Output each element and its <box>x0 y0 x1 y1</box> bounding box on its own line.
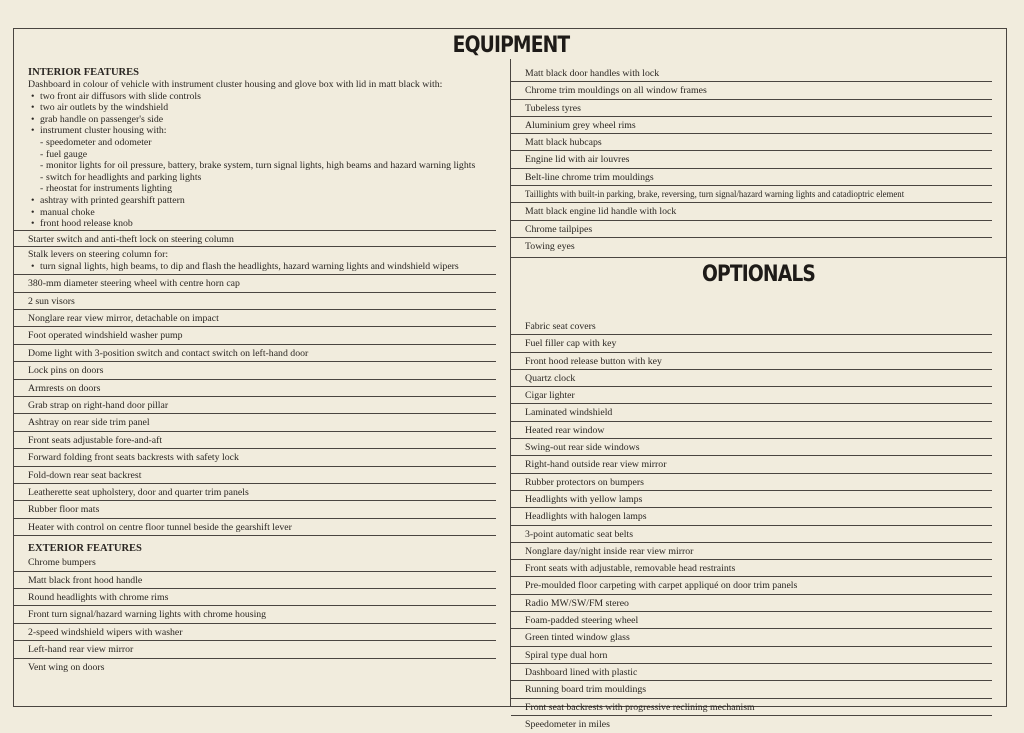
table-row: Matt black front hood handle <box>14 572 496 589</box>
dashboard-block <box>14 79 510 230</box>
table-row: Fabric seat covers <box>511 318 992 335</box>
table-row: Front hood release button with key <box>511 353 992 370</box>
table-row: Belt-line chrome trim mouldings <box>511 169 992 186</box>
exterior-heading: EXTERIOR FEATURES <box>28 543 142 555</box>
table-row: Swing-out rear side windows <box>511 439 992 456</box>
stalk-intro: Stalk levers on steering column for: <box>28 249 169 261</box>
table-row: Nonglare rear view mirror, detachable on impact <box>14 310 496 327</box>
interior-heading: INTERIOR FEATURES <box>28 67 139 78</box>
table-row: Foot operated windshield washer pump <box>14 327 496 344</box>
table-row: Rubber floor mats <box>14 501 496 518</box>
table-row: Dashboard lined with plastic <box>511 664 992 681</box>
table-row: Laminated windshield <box>511 404 992 421</box>
table-row: Running board trim mouldings <box>511 681 992 698</box>
starter-row: Starter switch and anti-theft lock on steering column <box>14 230 496 247</box>
table-row: Tubeless tyres <box>511 100 992 117</box>
list-item: - monitor lights for oil pressure, battery, brake system, turn signal lights, high beams and hazard warning lights <box>28 160 510 172</box>
optionals-list <box>511 292 1006 730</box>
table-row: Leatherette seat upholstery, door and quarter trim panels <box>14 484 496 501</box>
left-column <box>14 59 510 706</box>
table-row: Matt black engine lid handle with lock <box>511 203 992 220</box>
table-row: Armrests on doors <box>14 380 496 397</box>
table-row: Left-hand rear view mirror <box>14 641 496 658</box>
table-row: Chrome bumpers <box>14 554 496 571</box>
table-row-text: Taillights with built-in parking, brake, reversing, turn signal/hazard warning lights and catadioptric element <box>525 189 905 201</box>
table-row: Matt black hubcaps <box>511 134 992 151</box>
table-row: Pre-moulded floor carpeting with carpet appliqué on door trim panels <box>511 577 992 594</box>
table-row: Quartz clock <box>511 370 992 387</box>
table-row: Speedometer in miles <box>525 718 610 730</box>
list-item: • grab handle on passenger's side <box>28 114 510 126</box>
table-row: Headlights with halogen lamps <box>511 508 992 525</box>
table-row: Lock pins on doors <box>14 362 496 379</box>
table-row: Chrome tailpipes <box>511 221 992 238</box>
table-row: 2-speed windshield wipers with washer <box>14 624 496 641</box>
table-row: Headlights with yellow lamps <box>511 491 992 508</box>
table-row: Front seat backrests with progressive reclining mechanism <box>511 699 992 716</box>
equipment-title: EQUIPMENT <box>452 33 570 58</box>
table-row: Spiral type dual horn <box>511 647 992 664</box>
table-row: Cigar lighter <box>511 387 992 404</box>
list-item: - speedometer and odometer <box>28 137 510 149</box>
exterior-right-column <box>511 59 1006 257</box>
table-row: Nonglare day/night inside rear view mirror <box>511 543 992 560</box>
optionals-title: OPTIONALS <box>701 262 816 287</box>
table-row: Right-hand outside rear view mirror <box>511 456 992 473</box>
table-row: Round headlights with chrome rims <box>14 589 496 606</box>
dashboard-list <box>28 91 510 230</box>
table-row: Towing eyes <box>525 240 575 252</box>
table-row: 3-point automatic seat belts <box>511 526 992 543</box>
list-item: • ashtray with printed gearshift pattern <box>28 195 510 207</box>
list-item: • manual choke <box>28 207 510 219</box>
table-row: Vent wing on doors <box>28 661 105 673</box>
list-item: • front hood release knob <box>28 218 510 230</box>
table-row: Matt black door handles with lock <box>511 65 992 82</box>
table-row: Ashtray on rear side trim panel <box>14 414 496 431</box>
table-row: Front turn signal/hazard warning lights with chrome housing <box>14 606 496 623</box>
table-row: Dome light with 3-position switch and contact switch on left-hand door <box>14 345 496 362</box>
equipment-page <box>13 28 1007 730</box>
list-item: - fuel gauge <box>28 149 510 161</box>
table-row: Fold-down rear seat backrest <box>14 467 496 484</box>
table-row: Foam-padded steering wheel <box>511 612 992 629</box>
table-row: Heater with control on centre floor tunnel beside the gearshift lever <box>14 519 496 536</box>
table-row: 380-mm diameter steering wheel with centre horn cap <box>14 275 496 292</box>
table-row: Grab strap on right-hand door pillar <box>14 397 496 414</box>
dashboard-intro: Dashboard in colour of vehicle with instrument cluster housing and glove box with lid in matt black with: <box>28 79 443 90</box>
table-row: Fuel filler cap with key <box>511 335 992 352</box>
table-row: 2 sun visors <box>14 293 496 310</box>
list-item: • instrument cluster housing with: <box>28 125 510 137</box>
stalk-item: • turn signal lights, high beams, to dip and flash the headlights, hazard warning lights and windshield wipers <box>31 260 459 272</box>
table-row <box>511 186 992 203</box>
table-row: Front seats adjustable fore-and-aft <box>14 432 496 449</box>
list-item: • two front air diffusors with slide controls <box>28 91 510 103</box>
table-row: Engine lid with air louvres <box>511 151 992 168</box>
list-item: • two air outlets by the windshield <box>28 102 510 114</box>
table-row: Radio MW/SW/FM stereo <box>511 595 992 612</box>
table-row: Forward folding front seats backrests with safety lock <box>14 449 496 466</box>
optionals-header <box>511 257 1006 293</box>
list-item: - switch for headlights and parking lights <box>28 172 510 184</box>
stalk-item-text: turn signal lights, high beams, to dip and flash the headlights, hazard warning lights and windshield wipers <box>40 260 459 272</box>
table-row: Rubber protectors on bumpers <box>511 474 992 491</box>
list-item: - rheostat for instruments lighting <box>28 183 510 195</box>
stalk-row <box>14 247 496 275</box>
table-row: Aluminium grey wheel rims <box>511 117 992 134</box>
table-row: Chrome trim mouldings on all window frames <box>511 82 992 99</box>
table-row: Green tinted window glass <box>511 629 992 646</box>
table-row: Front seats with adjustable, removable head restraints <box>511 560 992 577</box>
table-row: Heated rear window <box>511 422 992 439</box>
